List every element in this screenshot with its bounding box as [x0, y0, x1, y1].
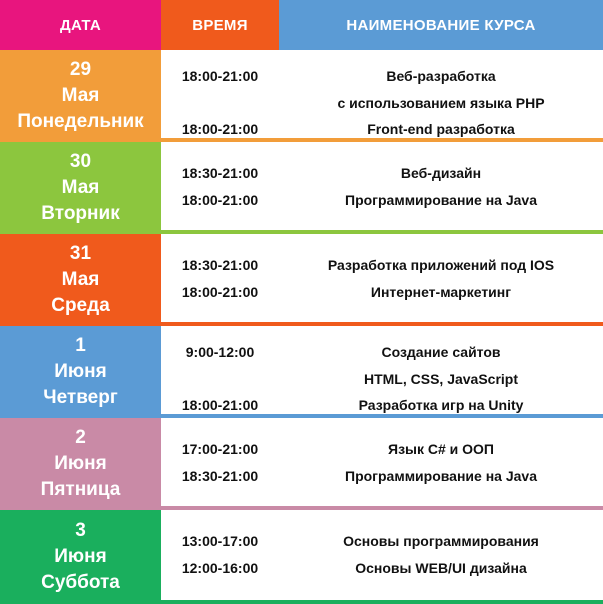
date-weekday: Суббота [41, 572, 120, 593]
course-cell: Основы программирования [343, 533, 539, 549]
time-cell: 18:00-21:00 [181, 68, 259, 84]
date-day: 31 [69, 243, 92, 264]
date-weekday: Пятница [40, 479, 121, 500]
header-time: ВРЕМЯ [161, 0, 279, 50]
time-cell: 13:00-17:00 [181, 533, 259, 549]
time-cell: 18:30-21:00 [181, 257, 259, 273]
date-month: Июня [54, 546, 107, 567]
time-cell: 17:00-21:00 [181, 441, 259, 457]
course-cell: Интернет-маркетинг [370, 284, 512, 300]
schedule-row [0, 50, 603, 142]
date-day: 29 [69, 59, 92, 80]
time-cell: 18:00-21:00 [181, 121, 259, 137]
date-weekday: Понедельник [17, 111, 144, 132]
date-cell [0, 326, 161, 418]
row-divider [161, 600, 603, 604]
schedule-row [0, 418, 603, 510]
date-day: 2 [75, 427, 86, 448]
schedule-row [0, 326, 603, 418]
course-cell: Язык С# и ООП [388, 441, 494, 457]
date-cell [0, 234, 161, 326]
time-cell: 18:00-21:00 [181, 397, 259, 413]
course-cell: Веб-разработка [386, 68, 496, 84]
date-day: 1 [75, 335, 86, 356]
course-cell: Разработка игр на Unity [358, 397, 524, 413]
date-weekday: Четверг [43, 387, 118, 408]
course-cell: Программирование на Java [345, 468, 537, 484]
course-cell: Разработка приложений под IOS [327, 257, 555, 273]
time-cell: 18:00-21:00 [181, 192, 259, 208]
header-course: НАИМЕНОВАНИЕ КУРСА [279, 0, 603, 50]
schedule-row [0, 234, 603, 326]
date-cell [0, 418, 161, 510]
date-cell [0, 50, 161, 142]
date-cell [0, 510, 161, 604]
date-month: Июня [54, 453, 107, 474]
date-day: 3 [75, 520, 86, 541]
time-cell: 18:30-21:00 [181, 468, 259, 484]
date-weekday: Вторник [41, 203, 120, 224]
time-cell: 12:00-16:00 [181, 560, 259, 576]
date-month: Мая [61, 177, 100, 198]
header-date: ДАТА [0, 0, 161, 50]
schedule-row [0, 142, 603, 234]
course-cell: HTML, CSS, JavaScript [363, 371, 519, 387]
date-month: Мая [61, 85, 100, 106]
time-cell: 18:00-21:00 [181, 284, 259, 300]
course-cell: Создание сайтов [381, 344, 501, 360]
course-cell: Основы WEB/UI дизайна [355, 560, 527, 576]
time-cell: 9:00-12:00 [185, 344, 255, 360]
date-cell [0, 142, 161, 234]
course-cell: Программирование на Java [345, 192, 537, 208]
course-cell: Front-end разработка [367, 121, 515, 137]
course-cell: с использованием языка PHP [337, 95, 545, 111]
date-weekday: Среда [51, 295, 110, 316]
date-day: 30 [69, 151, 92, 172]
date-month: Июня [54, 361, 107, 382]
time-cell: 18:30-21:00 [181, 165, 259, 181]
course-cell: Веб-дизайн [400, 165, 482, 181]
schedule-row [0, 510, 603, 604]
date-month: Мая [61, 269, 100, 290]
